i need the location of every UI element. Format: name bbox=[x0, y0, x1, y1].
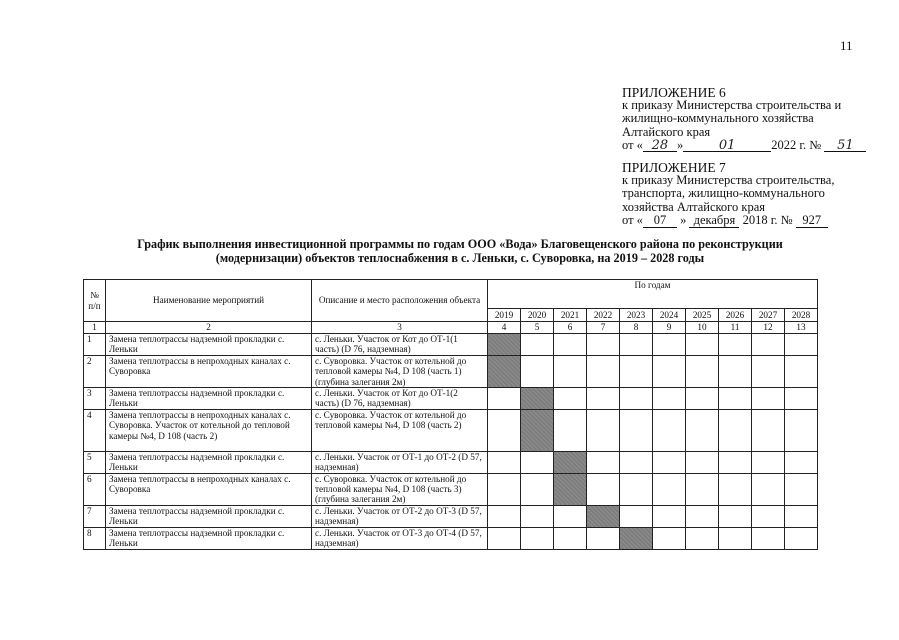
row-number: 8 bbox=[84, 527, 106, 549]
column-number: 5 bbox=[521, 322, 554, 334]
table-row bbox=[84, 527, 818, 549]
scheduled-year-cell bbox=[587, 505, 620, 527]
table-row bbox=[84, 355, 818, 387]
year-cell bbox=[587, 451, 620, 473]
column-number: 9 bbox=[653, 322, 686, 334]
activity-name: Замена теплотрассы надземной прокладки с. Леньки bbox=[106, 527, 312, 549]
year-cell bbox=[785, 409, 818, 451]
year-cell bbox=[554, 505, 587, 527]
row-number: 6 bbox=[84, 473, 106, 505]
year-cell bbox=[752, 451, 785, 473]
year-cell bbox=[686, 505, 719, 527]
year-cell bbox=[752, 334, 785, 356]
year-cell bbox=[752, 527, 785, 549]
column-number: 10 bbox=[686, 322, 719, 334]
scheduled-year-cell bbox=[488, 355, 521, 387]
annex-7-line: хозяйства Алтайского края bbox=[622, 199, 765, 214]
scheduled-year-cell bbox=[521, 409, 554, 451]
table-row bbox=[84, 409, 818, 451]
year-cell bbox=[719, 388, 752, 410]
year-cell bbox=[521, 527, 554, 549]
year-cell bbox=[785, 388, 818, 410]
year-cell bbox=[521, 451, 554, 473]
year-cell bbox=[785, 355, 818, 387]
year-cell bbox=[554, 355, 587, 387]
annex-6-year: 2022 г. № bbox=[771, 137, 822, 152]
year-cell bbox=[488, 409, 521, 451]
activity-name: Замена теплотрассы в непроходных каналах с. Суворовка bbox=[106, 355, 312, 387]
annex-7-line: транспорта, жилищно-коммунального bbox=[622, 186, 825, 201]
row-number: 2 bbox=[84, 355, 106, 387]
year-cell bbox=[620, 451, 653, 473]
scheduled-year-cell bbox=[554, 473, 587, 505]
column-number: 3 bbox=[312, 322, 488, 334]
year-cell bbox=[620, 334, 653, 356]
table-row bbox=[84, 334, 818, 356]
year-cell bbox=[719, 527, 752, 549]
activity-name: Замена теплотрассы в непроходных каналах с. Суворовка bbox=[106, 473, 312, 505]
scheduled-year-cell bbox=[620, 527, 653, 549]
column-number: 7 bbox=[587, 322, 620, 334]
row-number: 3 bbox=[84, 388, 106, 410]
object-description: с. Суворовка. Участок от котельной до тепловой камеры №4, D 108 (часть 3) (глубина залегания 2м) bbox=[312, 473, 488, 505]
year-cell bbox=[719, 473, 752, 505]
row-number: 1 bbox=[84, 334, 106, 356]
header-year: 2027 bbox=[752, 309, 785, 322]
year-cell bbox=[587, 473, 620, 505]
year-cell bbox=[587, 334, 620, 356]
year-cell bbox=[587, 527, 620, 549]
year-cell bbox=[719, 355, 752, 387]
annex-7-title: ПРИЛОЖЕНИЕ 7 bbox=[622, 160, 726, 175]
page-number: 11 bbox=[840, 38, 853, 53]
year-cell bbox=[554, 334, 587, 356]
header-year: 2026 bbox=[719, 309, 752, 322]
object-description: с. Леньки. Участок от Кот до ОТ-1(2 часть) (D 76, надземная) bbox=[312, 388, 488, 410]
scheduled-year-cell bbox=[521, 388, 554, 410]
object-description: с. Леньки. Участок от Кот до ОТ-1(1 часть) (D 76, надземная) bbox=[312, 334, 488, 356]
annex-7-line: к приказу Министерства строительства, bbox=[622, 173, 835, 188]
year-cell bbox=[785, 451, 818, 473]
year-cell bbox=[653, 527, 686, 549]
year-cell bbox=[488, 451, 521, 473]
header-name: Наименование мероприятий bbox=[106, 280, 312, 322]
header-num: № п/п bbox=[84, 280, 106, 322]
annex-7-number: 927 bbox=[796, 214, 828, 228]
annex-6-line: жилищно-коммунального хозяйства bbox=[622, 111, 814, 126]
annex-6-title: ПРИЛОЖЕНИЕ 6 bbox=[622, 85, 726, 100]
activity-name: Замена теплотрассы надземной прокладки с. Леньки bbox=[106, 388, 312, 410]
column-number: 13 bbox=[785, 322, 818, 334]
year-cell bbox=[752, 505, 785, 527]
year-cell bbox=[686, 527, 719, 549]
table-row bbox=[84, 451, 818, 473]
annex-7-year: 2018 г. № bbox=[742, 212, 793, 227]
header-year: 2020 bbox=[521, 309, 554, 322]
year-cell bbox=[785, 505, 818, 527]
activity-name: Замена теплотрассы надземной прокладки с. Леньки bbox=[106, 451, 312, 473]
year-cell bbox=[554, 527, 587, 549]
year-cell bbox=[653, 451, 686, 473]
header-year: 2021 bbox=[554, 309, 587, 322]
year-cell bbox=[686, 388, 719, 410]
annex-6-line: к приказу Министерства строительства и bbox=[622, 98, 842, 113]
annex-7-day: 07 bbox=[643, 214, 677, 228]
table-row bbox=[84, 388, 818, 410]
year-cell bbox=[719, 505, 752, 527]
year-cell bbox=[686, 451, 719, 473]
header-year: 2019 bbox=[488, 309, 521, 322]
year-cell bbox=[521, 505, 554, 527]
year-cell bbox=[620, 409, 653, 451]
year-cell bbox=[521, 473, 554, 505]
header-years-group: По годам bbox=[488, 280, 818, 309]
year-cell bbox=[587, 355, 620, 387]
year-cell bbox=[752, 355, 785, 387]
year-cell bbox=[587, 388, 620, 410]
year-cell bbox=[686, 355, 719, 387]
year-cell bbox=[488, 505, 521, 527]
object-description: с. Суворовка. Участок от котельной до тепловой камеры №4, D 108 (часть 2) bbox=[312, 409, 488, 451]
column-number: 2 bbox=[106, 322, 312, 334]
year-cell bbox=[719, 334, 752, 356]
year-cell bbox=[752, 388, 785, 410]
table-row bbox=[84, 473, 818, 505]
year-cell bbox=[620, 388, 653, 410]
year-cell bbox=[653, 388, 686, 410]
object-description: с. Суворовка. Участок от котельной до тепловой камеры №4, D 108 (часть 1) (глубина залегания 2м) bbox=[312, 355, 488, 387]
year-cell bbox=[686, 334, 719, 356]
year-cell bbox=[620, 505, 653, 527]
annex-6-header bbox=[622, 86, 872, 152]
year-cell bbox=[686, 473, 719, 505]
year-cell bbox=[785, 473, 818, 505]
row-number: 7 bbox=[84, 505, 106, 527]
table-row bbox=[84, 505, 818, 527]
year-cell bbox=[554, 409, 587, 451]
annex-6-number: 51 bbox=[824, 140, 866, 152]
year-cell bbox=[620, 473, 653, 505]
annex-6-line: Алтайского края bbox=[622, 124, 711, 139]
row-number: 5 bbox=[84, 451, 106, 473]
scheduled-year-cell bbox=[488, 334, 521, 356]
annex-6-date-line: от « 28 » 01 2022 г. № 51 bbox=[622, 139, 872, 152]
year-cell bbox=[653, 505, 686, 527]
year-cell bbox=[719, 409, 752, 451]
schedule-title: График выполнения инвестиционной программы по годам ООО «Вода» Благовещенского района по реконструкции (модернизации) объектов теплоснабжения в с. Леньки, с. Суворовка, на 2019 – 2028 годы bbox=[137, 237, 783, 265]
year-cell bbox=[752, 409, 785, 451]
annex-6-month: 01 bbox=[683, 140, 771, 152]
year-cell bbox=[785, 334, 818, 356]
activity-name: Замена теплотрассы надземной прокладки с. Леньки bbox=[106, 505, 312, 527]
year-cell bbox=[653, 334, 686, 356]
schedule-table bbox=[83, 279, 818, 550]
column-number: 1 bbox=[84, 322, 106, 334]
column-number: 8 bbox=[620, 322, 653, 334]
year-cell bbox=[653, 355, 686, 387]
scheduled-year-cell bbox=[554, 451, 587, 473]
row-number: 4 bbox=[84, 409, 106, 451]
object-description: с. Леньки. Участок от ОТ-2 до ОТ-3 (D 57, надземная) bbox=[312, 505, 488, 527]
year-cell bbox=[488, 527, 521, 549]
year-cell bbox=[521, 334, 554, 356]
year-cell bbox=[686, 409, 719, 451]
header-year: 2024 bbox=[653, 309, 686, 322]
column-number: 4 bbox=[488, 322, 521, 334]
object-description: с. Леньки. Участок от ОТ-1 до ОТ-2 (D 57, надземная) bbox=[312, 451, 488, 473]
header-year: 2025 bbox=[686, 309, 719, 322]
year-cell bbox=[620, 355, 653, 387]
annex-7-date-line: от « 07 » декабря 2018 г. № 927 bbox=[622, 214, 872, 228]
column-number: 6 bbox=[554, 322, 587, 334]
year-cell bbox=[587, 409, 620, 451]
annex-7-header bbox=[622, 161, 872, 228]
year-cell bbox=[719, 451, 752, 473]
year-cell bbox=[653, 473, 686, 505]
header-year: 2023 bbox=[620, 309, 653, 322]
activity-name: Замена теплотрассы в непроходных каналах с. Суворовка. Участок от котельной до тепловой камеры №4, D 108 (часть 2) bbox=[106, 409, 312, 451]
year-cell bbox=[752, 473, 785, 505]
year-cell bbox=[488, 388, 521, 410]
column-number-row bbox=[84, 322, 818, 334]
header-year: 2022 bbox=[587, 309, 620, 322]
year-cell bbox=[785, 527, 818, 549]
object-description: с. Леньки. Участок от ОТ-3 до ОТ-4 (D 57, надземная) bbox=[312, 527, 488, 549]
annex-7-month: декабря bbox=[689, 214, 739, 228]
column-number: 11 bbox=[719, 322, 752, 334]
year-cell bbox=[554, 388, 587, 410]
year-cell bbox=[488, 473, 521, 505]
year-cell bbox=[653, 409, 686, 451]
schedule-body bbox=[84, 334, 818, 550]
year-cell bbox=[521, 355, 554, 387]
header-desc: Описание и место расположения объекта bbox=[312, 280, 488, 322]
activity-name: Замена теплотрассы надземной прокладки с. Леньки bbox=[106, 334, 312, 356]
column-number: 12 bbox=[752, 322, 785, 334]
annex-6-day: 28 bbox=[643, 140, 677, 152]
header-year: 2028 bbox=[785, 309, 818, 322]
